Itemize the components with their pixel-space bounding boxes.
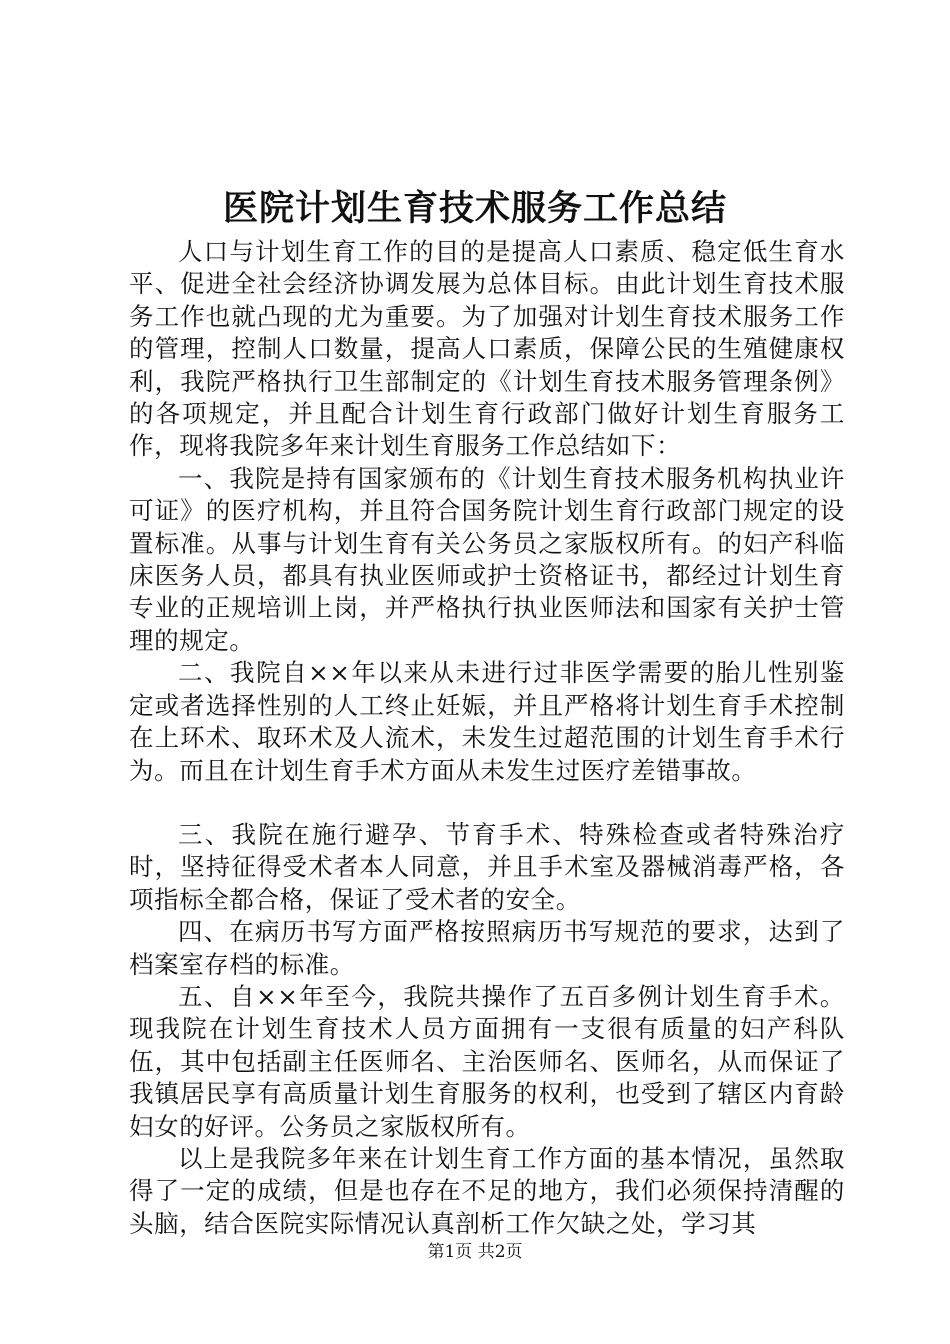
paragraph-section-2: 二、我院自××年以来从未进行过非医学需要的胎儿性别鉴定或者选择性别的人工终止妊娠，并且严格将计划生育手术控制在上环术、取环术及人流术，未发生过超范围的计划生育手术行为。而且在计划生育手术方面从未发生过医疗差错事故。	[129, 658, 845, 785]
paragraph-section-3: 三、我院在施行避孕、节育手术、特殊检查或者特殊治疗时，坚持征得受术者本人同意，并且手术室及器械消毒严格，各项指标全都合格，保证了受术者的安全。	[129, 819, 845, 914]
paragraph-section-1: 一、我院是持有国家颁布的《计划生育技术服务机构执业许可证》的医疗机构，并且符合国务院计划生育行政部门规定的设置标准。从事与计划生育有关公务员之家版权所有。的妇产科临床医务人员，都具有执业医师或护士资格证书，都经过计划生育专业的正规培训上岗，并严格执行执业医师法和国家有关护士管理的规定。	[129, 463, 845, 655]
paragraph-section-4: 四、在病历书写方面严格按照病历书写规范的要求，达到了档案室存档的标准。	[129, 917, 845, 979]
paragraph-section-5: 五、自××年至今，我院共操作了五百多例计划生育手术。现我院在计划生育技术人员方面拥有一支很有质量的妇产科队伍，其中包括副主任医师名、主治医师名、医师名，从而保证了我镇居民享有高质量计划生育服务的权利，也受到了辖区内育龄妇女的好评。公务员之家版权所有。	[129, 981, 845, 1141]
paragraph-conclusion: 以上是我院多年来在计划生育工作方面的基本情况，虽然取得了一定的成绩，但是也存在不足的地方，我们必须保持清醒的头脑，结合医院实际情况认真剖析工作欠缺之处，学习其	[129, 1143, 845, 1238]
document-body	[129, 236, 845, 1240]
paragraph-intro: 人口与计划生育工作的目的是提高人口素质、稳定低生育水平、促进全社会经济协调发展为总体目标。由此计划生育技术服务工作也就凸现的尤为重要。为了加强对计划生育技术服务工作的管理，控制人口数量，提高人口素质，保障公民的生殖健康权利，我院严格执行卫生部制定的《计划生育技术服务管理条例》的各项规定，并且配合计划生育行政部门做好计划生育服务工作，现将我院多年来计划生育服务工作总结如下：	[129, 237, 845, 461]
page-number-footer: 第1页 共2页	[427, 1242, 523, 1262]
document-title: 医院计划生育技术服务工作总结	[222, 189, 727, 229]
